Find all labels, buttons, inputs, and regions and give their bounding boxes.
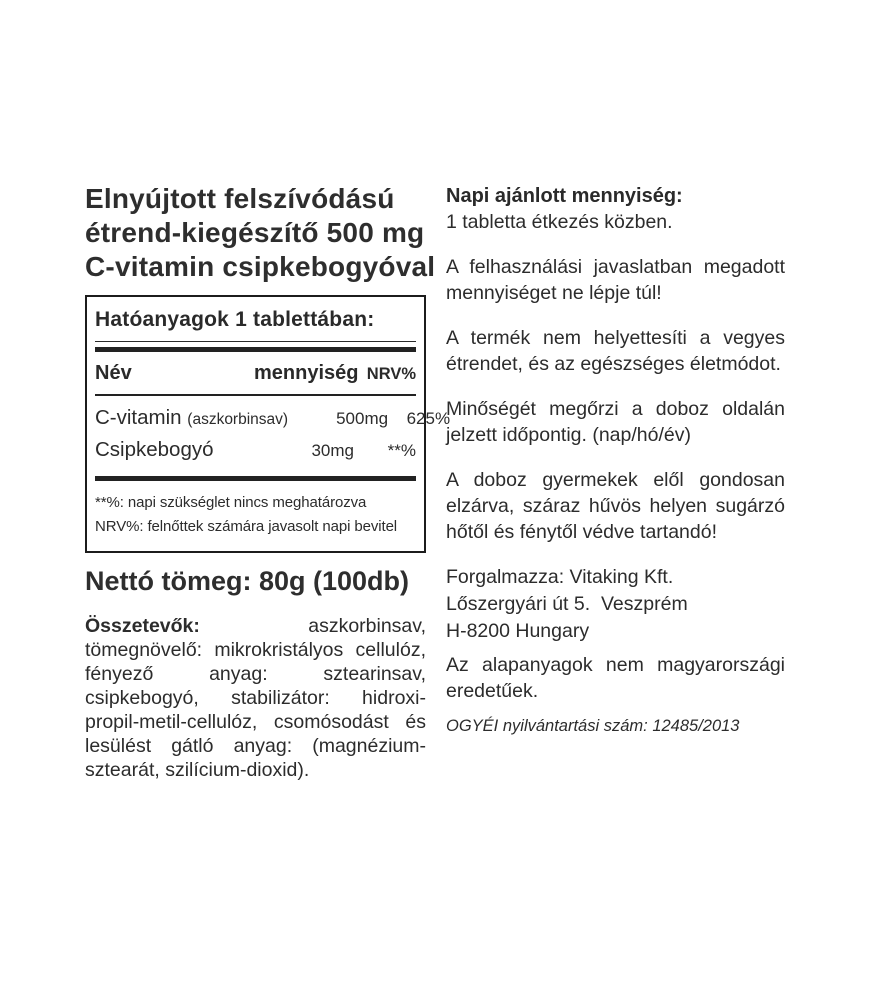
product-title (85, 182, 436, 284)
row-amount: 500mg (336, 409, 389, 428)
table-row-csipkebogyo (95, 434, 416, 466)
dosage-block (446, 183, 785, 235)
ingredient-note: (aszkorbinsav) (187, 411, 289, 428)
footnote-no-nrv: **%: napi szükséglet nincs meghatározva (95, 494, 367, 511)
ingredients-text: aszkorbinsav, tömegnövelő: mikrokristályos cellulóz, fényező anyag: sztearinsav, csipkebogyó, stabilizátor: hidroxi-propil-metil-cellulóz, csomósodást és lesülést gátló anyag: (magnézium-sztearát, szilícium-dioxid). (85, 615, 426, 781)
product-title-line-1: Elnyújtott felszívódású (85, 183, 395, 214)
product-title-line-2: étrend-kiegészítő 500 mg (85, 217, 425, 248)
dosage-heading: Napi ajánlott mennyiség: (446, 185, 683, 207)
right-column (446, 183, 785, 736)
warning-overdose: A felhasználási javaslatban megadott mennyiséget ne lépje túl! (446, 256, 785, 304)
quality-note: Minőségét megőrzi a doboz oldalán jelzett időpontig. (nap/hó/év) (446, 398, 785, 446)
row-name (95, 438, 254, 462)
ingredient-name: C-vitamin (95, 406, 182, 429)
facts-heading: Hatóanyagok 1 tablettában: (95, 308, 375, 331)
facts-column-headers (95, 352, 416, 394)
ingredients-label: Összetevők: (85, 615, 200, 637)
supplement-facts-box (85, 295, 451, 553)
column-header-nrv: NRV% (366, 365, 416, 383)
distributor-country: H-8200 Hungary (446, 620, 590, 642)
row-amount: 30mg (311, 441, 354, 460)
left-column (85, 182, 451, 782)
column-header-amount: mennyiség (254, 362, 359, 384)
product-title-line-3: C-vitamin csipkebogyóval (85, 251, 436, 282)
table-row-c-vitamin (95, 402, 451, 434)
net-weight: Nettó tömeg: 80g (100db) (85, 566, 410, 596)
warning-diet: A termék nem helyettesíti a vegyes étrendet, és az egészséges életmódot. (446, 327, 785, 375)
distributor-block (446, 564, 785, 645)
footnote-nrv-definition: NRV%: felnőttek számára javasolt napi bevitel (95, 518, 398, 535)
ingredient-name: Csipkebogyó (95, 438, 214, 461)
divider-thick-bottom (95, 476, 416, 481)
dosage-text: 1 tabletta étkezés közben. (446, 211, 673, 233)
origin-note: Az alapanyagok nem magyarországi eredetűek. (446, 654, 785, 702)
facts-rows (95, 396, 451, 476)
column-header-name: Név (95, 362, 132, 384)
row-name (95, 406, 288, 430)
distributor-name: Forgalmazza: Vitaking Kft. (446, 566, 674, 588)
ingredients-paragraph (85, 614, 426, 782)
row-nrv: 625% (406, 409, 451, 428)
registration-number: OGYÉI nyilvántartási szám: 12485/2013 (446, 717, 740, 735)
facts-footnotes (95, 491, 416, 539)
row-nrv: **% (387, 441, 416, 460)
distributor-street: Lőszergyári út 5. Veszprém (446, 593, 688, 615)
storage-note: A doboz gyermekek elől gondosan elzárva, száraz hűvös helyen sugárzó hőtől és fénytől védve tartandó! (446, 469, 785, 543)
